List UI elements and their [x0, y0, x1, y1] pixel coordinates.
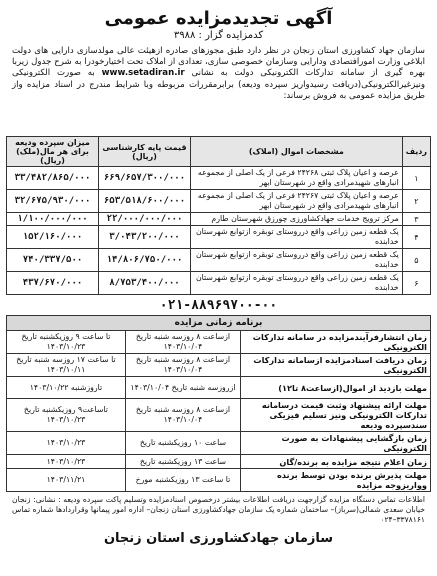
base-price: ۲۲/۰۰۰/۰۰۰/۰۰۰	[99, 213, 191, 226]
asset-description: عرصه و اعیان پلاک ثبتی ۲۴۲۶۸ فرعی از یک اصلی از مجموعه انبارهای شهیدمرادی واقع در شهرستان ابهر	[191, 167, 403, 190]
table-row	[7, 167, 431, 190]
auction-code: کدمزایده گزار : ۳۹۸۸	[173, 30, 264, 41]
assets-header-row	[7, 137, 431, 167]
col-price-header: قیمت پایه کارشناسی (ریال)	[99, 137, 191, 167]
schedule-from: ازساعت ۸ روزسه شنبه تاریخ ۱۴۰۳/۱۰/۰۴	[125, 331, 240, 354]
schedule-to: تا ساعت ۹ روزیکشنبه تاریخ ۱۴۰۳/۱۰/۲۳	[7, 331, 126, 354]
table-row	[7, 272, 431, 295]
schedule-label: مهلت بازدید از اموال(ازساعت۸ تا۱۲)	[241, 377, 431, 399]
row-number: ۵	[402, 249, 430, 272]
base-price: ۳/۰۴۳/۲۰۰/۰۰۰	[99, 226, 191, 249]
schedule-row	[7, 432, 431, 455]
deposit-amount: ۱۵۲/۱۶۰/۰۰۰	[7, 226, 99, 249]
col-desc-header: مشخصات اموال (املاک)	[191, 137, 403, 167]
schedule-row	[7, 469, 431, 492]
website-link[interactable]: www.setadiran.ir	[101, 68, 185, 79]
schedule-from: ساعت ۱۳ روزیکشنبه تاریخ	[125, 455, 240, 469]
schedule-label: مهلت ارائه پیشنهاد وثبت قیمت درسامانه تدارکات الکترونیکی ونیز تسلیم فیزیکی سندسپرده ودیعه	[241, 399, 431, 432]
table-row	[7, 226, 431, 249]
row-number: ۶	[402, 272, 430, 295]
schedule-to: تاروزشنبه ۱۴۰۳/۱۰/۲۲	[7, 377, 126, 399]
deposit-amount: ۴۳۷/۶۷۰/۰۰۰	[7, 272, 99, 295]
deposit-amount: ۳۲/۶۷۵/۹۳۰/۰۰۰	[7, 190, 99, 213]
schedule-label: زمان بازگشایی پیشنهادات به صورت الکترونیکی	[241, 432, 431, 455]
col-row-header: ردیف	[402, 137, 430, 167]
intro-text-2: به صورت الکترونیکی ونیزغیرالکترونیکی(دریافت رسیدواریز سپرده ودیعه) برابرمقررات مربوطه وبا شرایط مندرج در اسناد مزایده واز طریق مزایده عمومی به فروش برساند:	[12, 68, 425, 101]
schedule-from: ازروزسه شنبه تاریخ ۱۴۰۳/۱۰/۰۴	[125, 377, 240, 399]
intro-text: سازمان جهاد کشاورزی استان زنجان در نظر دارد طبق مجوزهای صادره ازهیئت عالی مولدسازی دارایی های دولت ابلاغی وزارت امورافتصادی ودارایی وسازمان خصوصی سازی، تعدادی از املاک تحت اختیارخودرا به شرح جدول زیربا بهره گیری از سامانه تدارکات الکترونیکی دولت به نشانی	[12, 46, 426, 79]
schedule-label: مهلت پذیرش برنده بودن توسط برنده وواریزوجه مزایده	[241, 469, 431, 492]
schedule-label: زمان دریافت اسنادمزایده ازسامانه تدارکات الکترونیکی	[241, 354, 431, 377]
schedule-to: تا ساعت ۱۷ روزسه شنبه تاریخ ۱۴۰۳/۱۰/۱۱	[7, 354, 126, 377]
schedule-to: ۱۴۰۳/۱۰/۲۳	[7, 432, 126, 455]
schedule-row	[7, 455, 431, 469]
table-row	[7, 213, 431, 226]
table-row	[7, 249, 431, 272]
intro-paragraph	[6, 46, 431, 102]
schedule-from: تا ساعت ۱۳ روزیکشنبه مورخ	[125, 469, 240, 492]
notice-title: آگهی تجدیدمزایده عمومی	[104, 8, 333, 29]
schedule-from: ازساعت ۸ روزسه شنبه تاریخ ۱۴۰۳/۱۰/۰۴	[125, 399, 240, 432]
phone-number: ۰۲۱-۸۸۹۶۹۷۰۰-۰۰	[159, 298, 278, 314]
col-deposit-header: میزان سپرده ودیعه برای هر مال(ملک)(ریال)	[7, 137, 99, 167]
schedule-row	[7, 354, 431, 377]
asset-description: مرکز ترویج خدمات جهادکشاورزی چورزق شهرستان طارم	[191, 213, 403, 226]
organization-signature: سازمان جهادکشاورزی استان زنجان	[103, 531, 334, 547]
schedule-to: تاساعت۹ روزیکشنبه تاریخ ۱۴۰۳/۱۰/۲۳	[7, 399, 126, 432]
contact-notes: اطلاعات تماس دستگاه مزایده گزارجهت دریافت اطلاعات بیشتر درخصوص اسنادمزایده وتسلیم پاکت سپرده ودیعه : نشانی: زنجان خیابان سعدی شمالی(سرباز)– ساختمان شماره یک سازمان جهادکشاورزی استان زنجان– اداره امور پیمانها وقراردادها شماره تماس ۳۳۷۸۱۶۱–۰۲۴	[12, 495, 425, 525]
schedule-to: ۱۴۰۳/۱۰/۲۳	[7, 455, 126, 469]
base-price: ۸/۷۵۳/۴۰۰/۰۰۰	[99, 272, 191, 295]
deposit-amount: ۱/۱۰۰/۰۰۰/۰۰۰	[7, 213, 99, 226]
schedule-table	[6, 315, 431, 492]
deposit-amount: ۳۳/۴۸۲/۸۶۵/۰۰۰	[7, 167, 99, 190]
assets-table	[6, 136, 431, 295]
schedule-to: ۱۴۰۳/۱۱/۲۱	[7, 469, 126, 492]
row-number: ۳	[402, 213, 430, 226]
asset-description: یک قطعه زمین زراعی واقع درروستای توبقره ازتوابع شهرستان خدابنده	[191, 272, 403, 295]
row-number: ۲	[402, 190, 430, 213]
row-number: ۴	[402, 226, 430, 249]
asset-description: عرصه و اعیان پلاک ثبتی ۲۴۲۶۷ فرعی از یک اصلی از مجموعه انبارهای شهیدمرادی واقع در شهرستان ابهر	[191, 190, 403, 213]
base-price: ۱۴/۸۰۶/۷۵۰/۰۰۰	[99, 249, 191, 272]
schedule-label: زمان انتشارفرآیندمزایده در سامانه تدارکات الکترونیکی	[241, 331, 431, 354]
schedule-row	[7, 399, 431, 432]
schedule-row	[7, 377, 431, 399]
base-price: ۶۶۹/۶۵۷/۳۰۰/۰۰۰	[99, 167, 191, 190]
base-price: ۶۵۳/۵۱۸/۶۰۰/۰۰۰	[99, 190, 191, 213]
schedule-label: زمان اعلام نتیجه مزایده به برنده/گان	[241, 455, 431, 469]
schedule-title: برنامه زمانی مزایده	[7, 316, 431, 331]
table-row	[7, 190, 431, 213]
schedule-from: ساعت ۱۰ روزیکشنبه تاریخ	[125, 432, 240, 455]
schedule-row	[7, 331, 431, 354]
asset-description: یک قطعه زمین زراعی واقع درروستای توبقره ازتوابع شهرستان خدابنده	[191, 226, 403, 249]
deposit-amount: ۷۴۰/۳۳۷/۵۰۰	[7, 249, 99, 272]
schedule-from: ازساعت ۸ روزسه شنبه تاریخ ۱۴۰۳/۱۰/۰۴	[125, 354, 240, 377]
asset-description: یک قطعه زمین زراعی واقع درروستای توبقره ازتوابع شهرستان خدابنده	[191, 249, 403, 272]
row-number: ۱	[402, 167, 430, 190]
